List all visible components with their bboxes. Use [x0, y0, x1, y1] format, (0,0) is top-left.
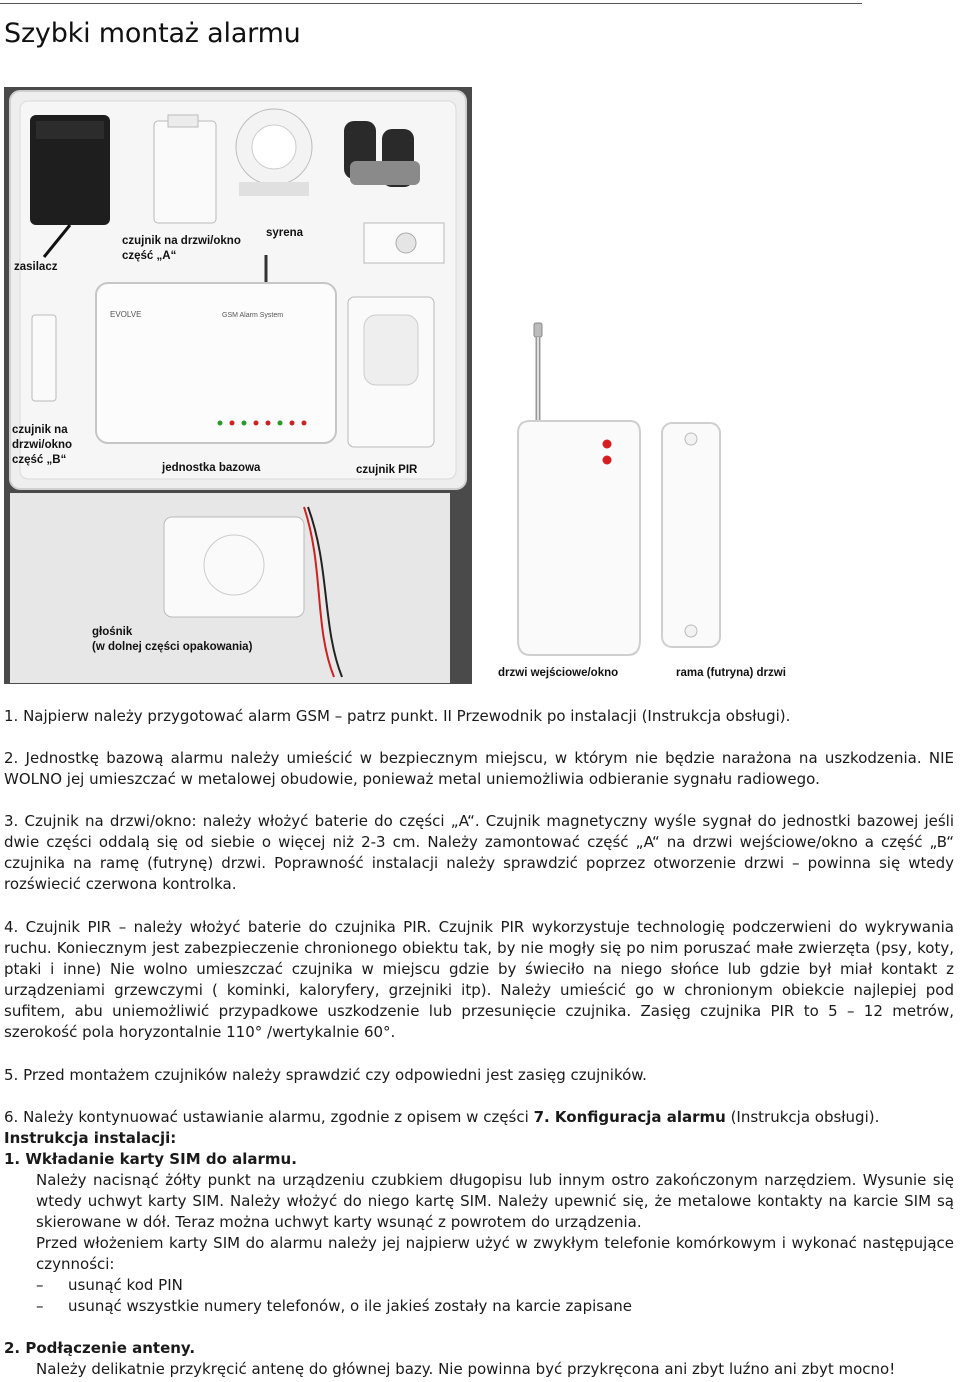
step-2-heading: 2. Podłączenie anteny. [4, 1339, 196, 1357]
svg-text:czujnik PIR: czujnik PIR [356, 464, 418, 476]
list-item: – usunąć kod PIN [36, 1276, 183, 1294]
installation-heading: Instrukcja instalacji: [4, 1129, 177, 1147]
devices-label-frame: rama (futryna) drzwi [676, 667, 786, 679]
top-rule [0, 3, 862, 4]
svg-text:zasilacz: zasilacz [14, 261, 58, 273]
list-item: – usunąć wszystkie numery telefonów, o ile jakieś zostały na karcie zapisane [36, 1297, 633, 1315]
paragraph-1: 1. Najpierw należy przygotować alarm GSM – patrz punkt. II Przewodnik po instalacji (Instrukcja obsługi). [4, 707, 791, 725]
svg-text:część „A“: część „A“ [122, 250, 177, 262]
pir-sensor [348, 297, 434, 447]
step-1-text-2: Przed włożeniem karty SIM do alarmu należy jej najpierw użyć w zwykłym telefonie komórkowym i wykonać następujące czynności: [36, 1234, 954, 1273]
paragraph-4: 4. Czujnik PIR – należy włożyć baterie do czujnika PIR. Czujnik PIR wykorzystuje technologię podczerwieni do wykrywania ruchu. Koniecznym jest zabezpieczenie chronionego obiektu tak, by nie mogły się po nim poruszać małe zwierzęta (psy, koty, ptaki i inne) Nie wolno umieszczać czujnika w miejscu gdzie by świeciło na niego słońce lub gdzie był miał kontakt z urządzeniami grzewczymi ( kominki, kaloryfery, grzejniki itp). Należy umieścić go w chronionym obiekcie najlepiej pod sufitem, abu uniemożliwić przypadkowe uszkodzenie lub przesunięcie czujnika. Zasięg czujnika PIR to 5 – 12 metrów, szerokość pola horyzontalnie 110° /wertykalnie 60°. [4, 918, 954, 1041]
devices-label-door: drzwi wejściowe/okno [498, 667, 619, 679]
svg-text:jednostka bazowa: jednostka bazowa [162, 462, 261, 474]
paragraph-3: 3. Czujnik na drzwi/okno: należy włożyć baterie do części „A“. Czujnik magnetyczny wyśle sygnał do jednostki bazowej jeśli dwie części oddalą się od siebie o więcej niż 2-3 cm. Należy zamontować część „A“ na drzwi wejściowe/okno a część „B“ czujnika na ramę (futrynę) drzwi. Poprawność instalacji należy sprawdzić poprzez otworzenie drzwi – powinna się wtedy rozświecić czerwona kontrolka. [4, 812, 954, 893]
svg-text:część „B“: część „B“ [12, 454, 67, 466]
svg-text:(w dolnej części opakowania): (w dolnej części opakowania) [92, 641, 253, 653]
svg-text:drzwi/okno: drzwi/okno [12, 439, 73, 451]
svg-text:EVOLVE: EVOLVE [110, 310, 142, 319]
svg-text:syrena: syrena [266, 227, 304, 239]
step-1-heading: 1. Wkładanie karty SIM do alarmu. [4, 1150, 297, 1168]
step-2-text: Należy delikatnie przykręcić antenę do głównej bazy. Nie powinna być przykręcona ani zbyt luźno ani zbyt mocno! [36, 1360, 896, 1378]
svg-text:GSM Alarm System: GSM Alarm System [222, 312, 284, 319]
paragraph-6: 6. Należy kontynuować ustawianie alarmu, zgodnie z opisem w części 7. Konfiguracja alarmu (Instrukcja obsługi). [4, 1108, 880, 1126]
product-photo [4, 87, 472, 684]
door-sensor-illustration [490, 315, 815, 685]
door-sensor-a [154, 115, 216, 223]
svg-text:czujnik na: czujnik na [12, 424, 68, 436]
page-title: Szybki montaż alarmu [4, 18, 301, 49]
siren [236, 109, 312, 196]
step-1-text: Należy nacisnąć żółty punkt na urządzeniu czubkiem długopisu lub innym ostro zakończonym narzędziem. Wysunie się wtedy uchwyt karty SIM. Należy włożyć do niego kartę SIM. Należy upewnić się, że metalowe kontakty na karcie SIM są skierowane w dół. Teraz można uchwyt karty wsunąć z powrotem do urządzenia. [36, 1171, 954, 1231]
svg-text:czujnik na drzwi/okno: czujnik na drzwi/okno [122, 235, 241, 247]
paragraph-2: 2. Jednostkę bazową alarmu należy umieścić w bezpiecznym miejscu, w którym nie będzie narażona na uszkodzenia. NIE WOLNO jej umieszczać w metalowej obudowie, ponieważ metal uniemożliwia odbieranie sygnału radiowego. [4, 749, 954, 788]
section-reference: 7. Konfiguracja alarmu [533, 1108, 726, 1126]
base-unit [96, 255, 336, 443]
paragraph-5: 5. Przed montażem czujników należy sprawdzić czy odpowiedni jest zasięg czujników. [4, 1066, 647, 1084]
bullet-list [4, 1275, 954, 1317]
svg-text:głośnik: głośnik [92, 626, 133, 638]
